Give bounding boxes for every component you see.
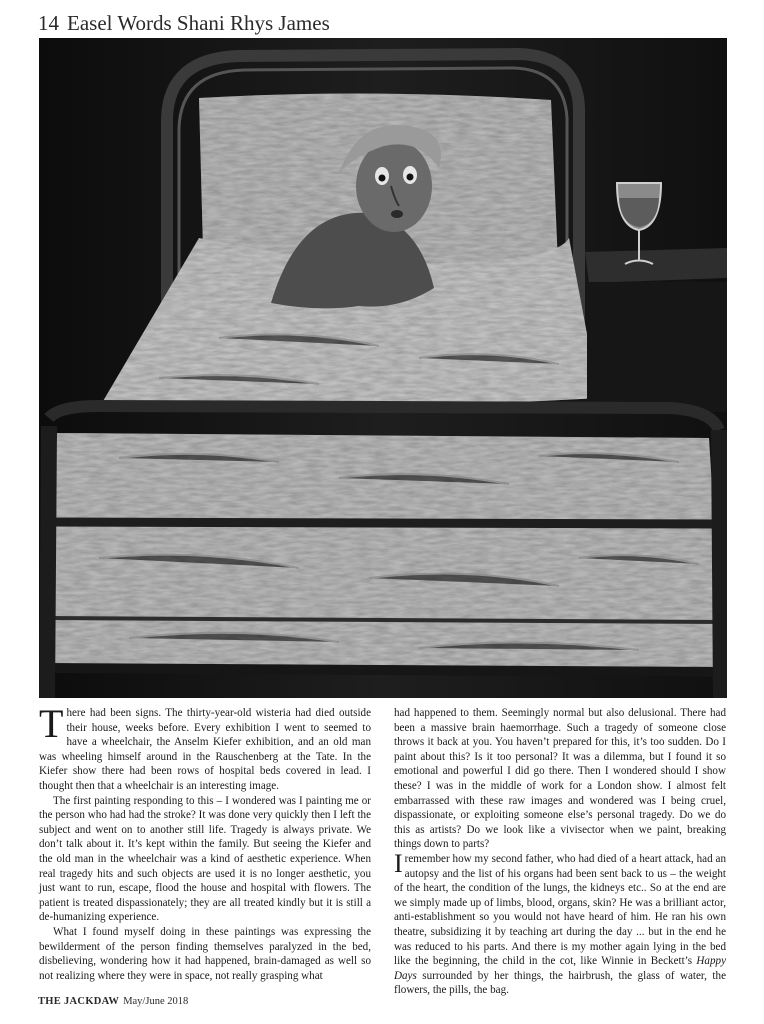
footboard-post-left	[47, 426, 49, 698]
magazine-name: THE JACKDAW	[38, 996, 120, 1007]
paragraph-4: had happened to them. Seemingly normal but also delusional. There had been a massive brain haemorrhage. Such a tragedy of someone close throws it back at you. You haven’t prepared for this, it’s too sudden. Do I paint about this? Is it too personal? It was a dilemma, but I found it so emotional and powerful I did go there. Then I wondered should I show these? I was in the middle of work for a London show. I almost felt embarrassed with these raw images and wondered was I being cruel, dispassionate, or exploiting someone else’s personal tragedy. Do we do this as artists? Do we look like a vivisector when we paint, breaking things down to parts?	[394, 707, 726, 851]
paragraph-3: What I found myself doing in these paintings was expressing the bewilderment of the person finding themselves paralyzed in the bed, disbelieving, wondering how it had happened, brain-damaged as well so not realizing where they were in space, not really grasping what	[39, 925, 371, 982]
painting-image-icon	[39, 38, 727, 698]
figure-mouth	[391, 210, 403, 218]
issue-date: May/June 2018	[123, 996, 189, 1007]
paragraph-2: The first painting responding to this – I wondered was I painting me or the person who had had the stroke? It was done very quickly then I left the subject and went on to another still life. Tragedy is always private. We don’t talk about it. It’s kept within the family. But seeing the Kiefer and the old man in the wheelchair was a kind of aesthetic experience. When real tragedy hits and such objects are used it is no longer aesthetic, you just want to run, escape, flood the house and hospital with flowers. The patient is treated dispassionately; they are all treated kindly but it is still a de-humanizing experience.	[39, 794, 371, 924]
play-title: Happy Days	[394, 955, 726, 982]
paragraph-5: I remember how my second father, who had died of a heart attack, had an autopsy and the list of his organs had been sent back to us – the weight of the heart, the condition of the lungs, the kidneys etc.. So at the end are we simply made up of limbs, blood, organs, skin? He was a brilliant actor, anti-establishment so you would not have heard of him. He ran his own theatre, subsidizing it by teaching art during the day ... but in the end he was reduced to his parts. And there is my mother again lying in the bed like the beginning, the child in the cot, like Winnie in Beckett’s Happy Days surrounded by her things, the hairbrush, the glass of water, the flowers, the pills, the bag.	[394, 848, 726, 997]
article-column-left	[39, 701, 371, 983]
page-header	[38, 10, 330, 36]
page-footer	[38, 996, 188, 1007]
drop-cap-t: T	[39, 701, 64, 746]
bedside-table	[585, 248, 727, 283]
figure-head	[356, 140, 432, 232]
paragraph-1: There had been signs. The thirty-year-old wisteria had died outside their house, weeks before. Every exhibition I went to seemed to have a wheelchair, the Anselm Kiefer exhibition, and an old man was wheeling himself around in the Rauschenberg at the Tate. In the Kiefer show there had been rows of hospital beds covered in lead. I thought then that a wheelchair is an interesting image.	[39, 701, 371, 792]
footboard-post-right	[719, 430, 721, 698]
blanket-foot	[47, 433, 723, 668]
drop-cap-i: I	[394, 848, 403, 878]
hospital-bed-painting	[39, 38, 727, 698]
footboard-rail-middle	[49, 522, 723, 524]
page-number: 14	[38, 11, 59, 35]
article-column-right	[394, 706, 726, 998]
article-title: Easel Words Shani Rhys James	[67, 11, 330, 35]
